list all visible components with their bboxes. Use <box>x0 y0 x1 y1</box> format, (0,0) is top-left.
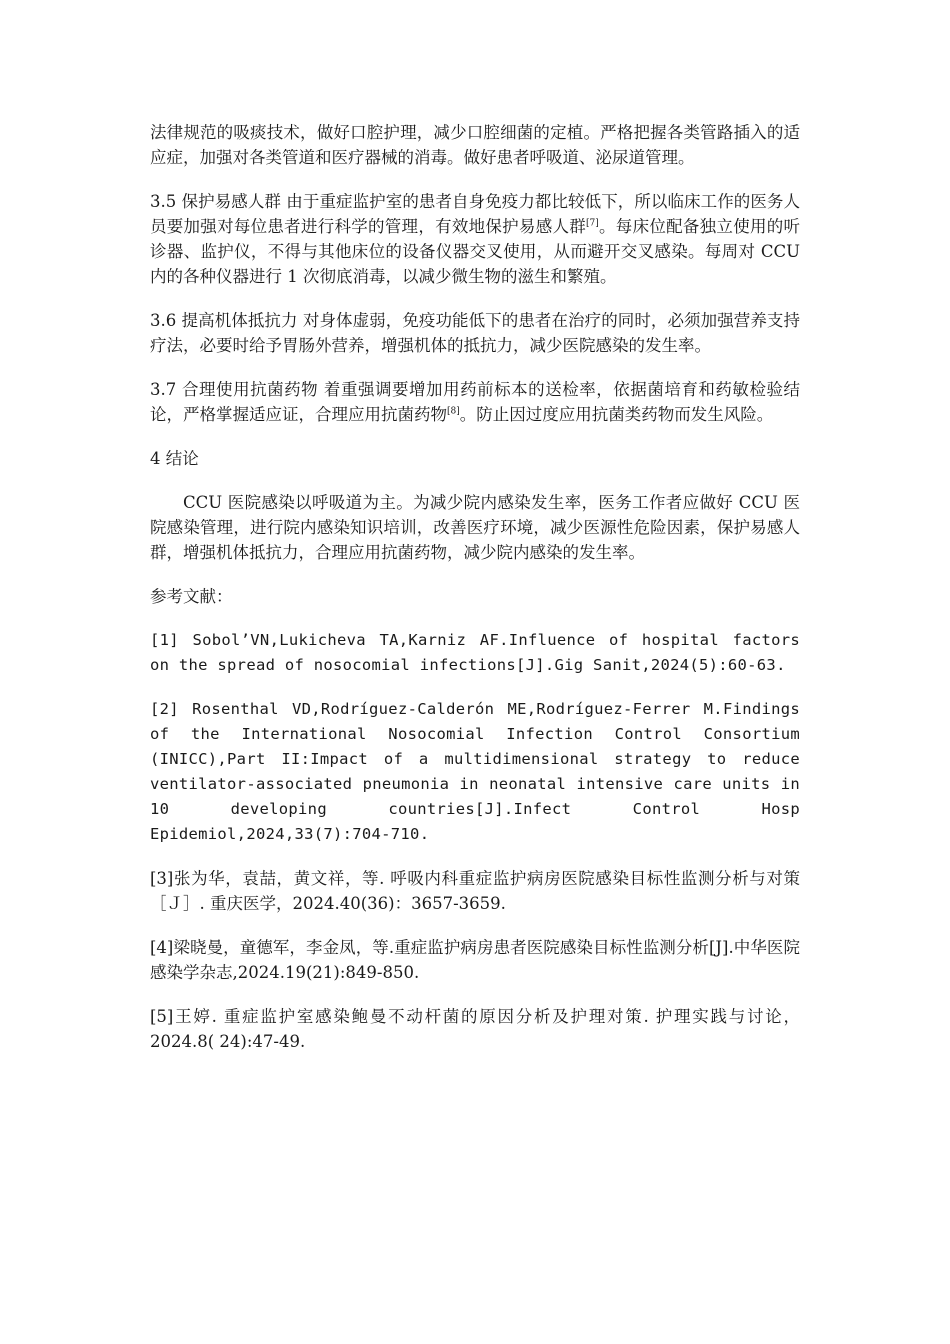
reference-item-3: [3]张为华，袁喆，黄文祥，等. 呼吸内科重症监护病房医院感染目标性监测分析与对策［Ｊ］. 重庆医学，2024.40(36)：3657-3659. <box>150 869 800 913</box>
citation-7: [7] <box>586 218 599 229</box>
citation-8: [8] <box>447 406 460 417</box>
reference-item-5: [5]王婷. 重症监护室感染鲍曼不动杆菌的原因分析及护理对策. 护理实践与讨论，2024.8( 24):47-49. <box>150 1007 800 1051</box>
section-3-5-text-b: 。每床位配备独立使用的听诊器、监护仪，不得与其他床位的设备仪器交叉使用，从而避开交叉感染。每周对 CCU 内的各种仪器进行 1 次彻底消毒，以减少微生物的滋生和繁殖。 <box>150 217 801 286</box>
section-4-heading: 4 结论 <box>150 449 199 468</box>
section-3-7-text-b: 。防止因过度应用抗菌类药物而发生风险。 <box>459 405 774 424</box>
section-3-5-text-a: 3.5 保护易感人群 由于重症监护室的患者自身免疫力都比较低下，所以临床工作的医务人员要加强对每位患者进行科学的管理，有效地保护易感人群 <box>150 192 800 236</box>
reference-item-1: [1] Sobol’VN,Lukicheva TA,Karniz AF.Influence of hospital factors on the spread of nosocomial infections[J].Gig Sanit,2024(5):60-63. <box>150 631 800 674</box>
reference-item-2: [2] Rosenthal VD,Rodríguez-Calderón ME,Rodríguez-Ferrer M.Findings of the International Nosocomial Infection Control Consortium (INICC),Part II:Impact of a multidimensional strategy to reduce ventilator-associated pneumonia in neonatal intensive care units in 10 developing countries[J].Infect Control Hosp Epidemiol,2024,33(7):704-710. <box>150 700 800 843</box>
section-3-7 <box>150 377 800 427</box>
paragraph-intro: 法律规范的吸痰技术，做好口腔护理，减少口腔细菌的定植。严格把握各类管路插入的适应症，加强对各类管道和医疗器械的消毒。做好患者呼吸道、泌尿道管理。 <box>150 123 800 167</box>
reference-item-4: [4]梁晓曼，童德军，李金凤，等.重症监护病房患者医院感染目标性监测分析[J].中华医院感染学杂志,2024.19(21):849-850. <box>150 938 800 982</box>
references-heading: 参考文献： <box>150 587 233 606</box>
section-3-5 <box>150 189 800 289</box>
article-body <box>150 120 800 1054</box>
section-3-7-text-a: 3.7 合理使用抗菌药物 着重强调要增加用药前标本的送检率，依据菌培育和药敏检验结论，严格掌握适应证，合理应用抗菌药物 <box>150 380 800 424</box>
section-4-conclusion: CCU 医院感染以呼吸道为主。为减少院内感染发生率，医务工作者应做好 CCU 医院感染管理，进行院内感染知识培训，改善医疗环境，减少医源性危险因素，保护易感人群，增强机体抵抗力，合理应用抗菌药物，减少院内感染的发生率。 <box>150 493 800 562</box>
section-3-6: 3.6 提高机体抵抗力 对身体虚弱，免疫功能低下的患者在治疗的同时，必须加强营养支持疗法，必要时给予胃肠外营养，增强机体的抵抗力，减少医院感染的发生率。 <box>150 311 800 355</box>
